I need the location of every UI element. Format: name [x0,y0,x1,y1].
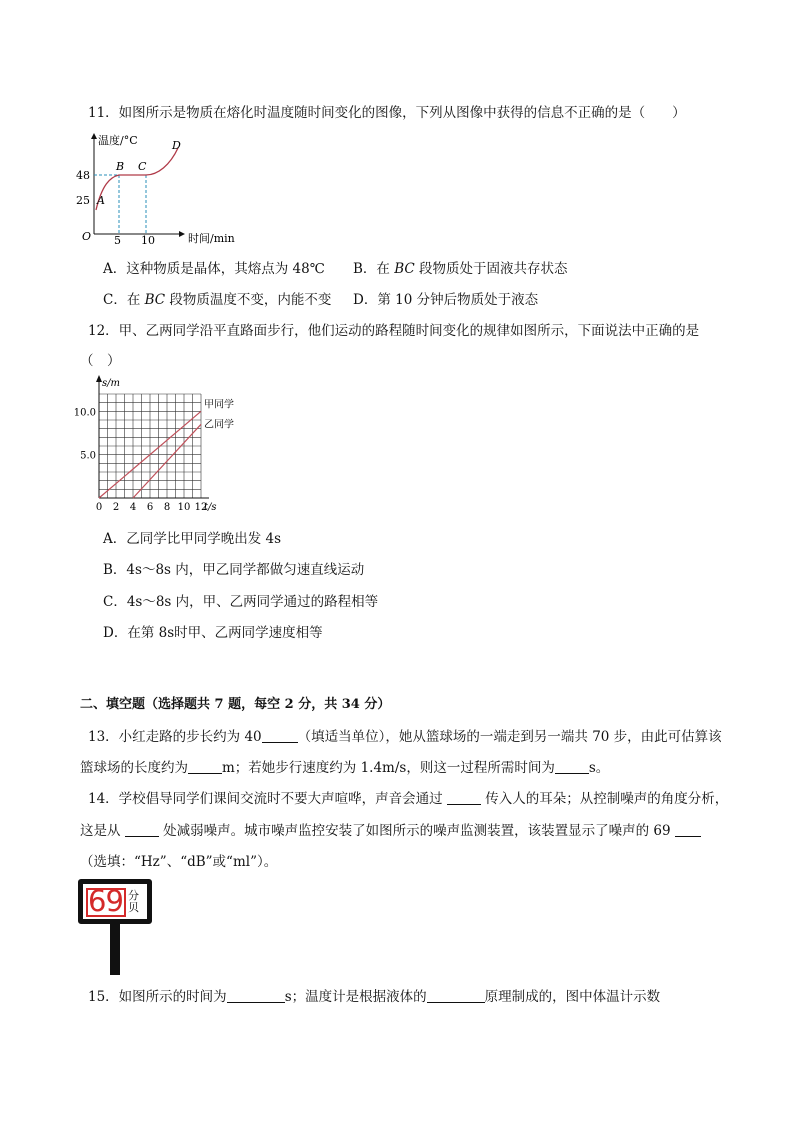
noise-monitor-pole [110,919,120,975]
point-c: C [138,160,147,173]
q14-line-2: 这是从 处减弱噪声。城市噪声监控安装了如图所示的噪声监测装置，该装置显示了噪声的 69 [80,822,701,840]
y-tick-label: 10.0 [73,407,96,419]
q12-option-c: C．4s～8s 内，甲、乙两同学通过的路程相等 [103,594,379,610]
x-tick-label: 6 [146,502,154,513]
legend-yi: 乙同学 [204,419,234,431]
y-axis-label: s/m [102,378,120,389]
x-axis-label: t/s [204,502,217,513]
point-b: B [116,160,125,173]
x-tick-label: 10 [177,502,191,513]
q12-paren: （ ） [80,353,121,369]
q14-blank-2[interactable] [125,822,159,837]
q12-stem: 12．甲、乙两同学沿平直路面步行，他们运动的路程随时间变化的规律如图所示，下面说法中正确的是 [88,323,700,339]
x-tick-10: 10 [141,234,155,247]
distance-time-chart [72,356,272,516]
y-tick-48: 48 [76,169,90,182]
q13-blank-3[interactable] [555,759,589,774]
q12-option-d: D．在第 8s时甲、乙两同学速度相等 [103,625,323,641]
y-tick-25: 25 [76,194,90,207]
noise-monitor-panel [78,879,152,924]
x-tick-label: 4 [129,502,137,513]
melting-curve [96,148,178,210]
q12-option-b: B．4s～8s 内，甲乙同学都做匀速直线运动 [103,562,365,578]
q12-option-a: A．乙同学比甲同学晚出发 4s [103,531,282,547]
noise-monitor-unit: 分贝 [128,889,139,914]
q11-option-b: B．在 BC 段物质处于固液共存状态 [353,261,568,277]
x-tick-label: 8 [163,502,171,513]
q13-blank-2[interactable] [188,759,222,774]
q14-blank-1[interactable] [447,790,481,805]
melting-curve-figure [72,130,272,248]
point-a: A [97,194,105,207]
x-tick-label: 2 [112,502,120,513]
q13-blank-1[interactable] [262,728,298,743]
q15-blank-1[interactable] [227,988,285,1003]
q13-line-2: 篮球场的长度约为 m；若她步行速度约为 1.4m/s，则这一过程所需时间为 s。 [80,760,610,776]
x-tick-label: 0 [95,502,103,513]
q11-stem: 11．如图所示是物质在熔化时温度随时间变化的图像，下列从图像中获得的信息不正确的是（ ） [88,105,686,121]
x-axis-label: 时间/min [188,232,235,245]
x-tick-5: 5 [114,234,121,247]
noise-monitor-device [78,879,152,975]
origin-label: O [82,230,92,243]
point-d: D [172,139,181,152]
q14-blank-3[interactable] [675,822,701,837]
y-axis-label: 温度/°C [98,134,138,147]
noise-monitor-number: 69 [88,884,123,918]
q15-line-1: 15．如图所示的时间为 s；温度计是根据液体的 原理制成的，图中体温计示数 [88,989,661,1005]
q13-line-1: 13．小红走路的步长约为 40 （填适当单位），她从篮球场的一端走到另一端共 70 步，由此可估算该 [88,729,722,745]
q11-option-a: A．这种物质是晶体，其熔点为 48℃ [103,261,325,277]
legend-jia: 甲同学 [204,399,234,411]
section-2-heading: 二、填空题（选择题共 7 题，每空 2 分，共 34 分） [80,697,391,712]
q14-line-1: 14．学校倡导同学们课间交流时不要大声喧哗，声音会通过 传入人的耳朵；从控制噪声的角度分析， [88,791,729,807]
q15-blank-2[interactable] [427,988,485,1003]
y-tick-label: 5.0 [80,450,96,462]
q11-option-d: D．第 10 分钟后物质处于液态 [353,292,539,308]
x-tick-label: 12 [194,502,208,513]
q11-option-c: C．在 BC 段物质温度不变，内能不变 [103,292,332,308]
q14-line-3: （选填：“Hz”、“dB”或“ml”）。 [80,854,278,870]
